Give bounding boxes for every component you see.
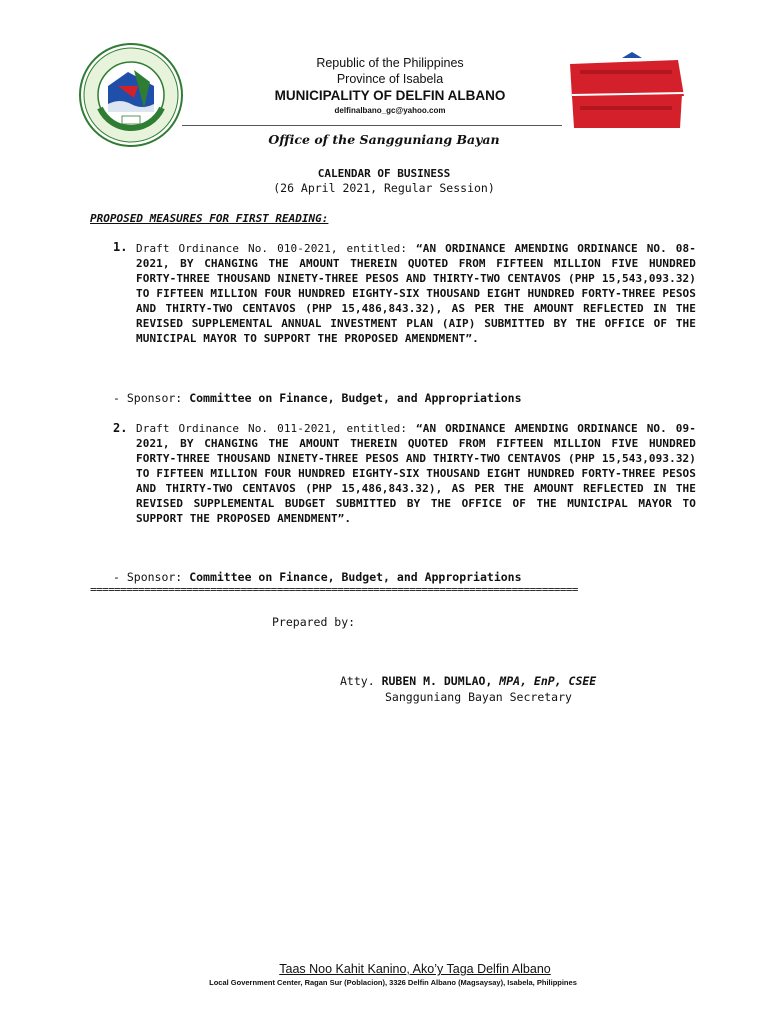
document-title: CALENDAR OF BUSINESS [317,167,451,180]
ordinance-title: “AN ORDINANCE AMENDING ORDINANCE NO. 08-2021, BY CHANGING THE AMOUNT THEREIN QUOTED FROM FIFTEEN MILLION FIVE HUNDRED FORTY-THREE THOUSAND NINETY-THREE PESOS AND THIRTY-TWO CENTAVOS (PHP 15,543,093.32) TO FIFTEEN MILLION FOUR HUNDRED EIGHTY-SIX THOUSAND EIGHT HUNDRED FORTY-THREE PESOS AND THIRTY-TWO CENTAVOS (PHP 15,486,843.32), AS PER THE AMOUNT REFLECTED IN THE REVISED SUPPLEMENTAL ANNUAL INVESTMENT PLAN (AIP) SUBMITTED BY THE OFFICE OF THE MUNICIPAL MAYOR TO SUPPORT THE PROPOSED AMENDMENT”. [136,242,696,345]
footer-address: Local Government Center, Ragan Sur (Poblacion), 3326 Delfin Albano (Magsaysay), Isabela, Philippines [209,978,577,987]
sponsor-label: - Sponsor: [113,391,183,405]
header-divider [182,125,562,126]
prepared-by-label: Prepared by: [272,615,356,629]
item-number: 2. [113,421,128,435]
header-province: Province of Isabela [336,72,444,86]
sponsor-label: - Sponsor: [113,570,183,584]
ordinance-reference: Draft Ordinance No. 010-2021, [136,242,338,255]
entitled-label: entitled: [346,242,408,255]
sponsor-committee: Committee on Finance, Budget, and Appropriations [189,570,522,584]
session-subtitle: (26 April 2021, Regular Session) [273,181,495,195]
separator-line: ================================================================================= [90,583,578,596]
signatory-prefix: Atty. [340,674,375,688]
signatory-name [340,674,596,688]
ordinance-title: “AN ORDINANCE AMENDING ORDINANCE NO. 09-2021, BY CHANGING THE AMOUNT THEREIN QUOTED FROM FIFTEEN MILLION FIVE HUNDRED FORTY-THREE THOUSAND NINETY-THREE PESOS AND THIRTY-TWO CENTAVOS (PHP 15,543,093.32) TO FIFTEEN MILLION FOUR HUNDRED EIGHTY-SIX THOUSAND EIGHT HUNDRED FORTY-THREE PESOS AND THIRTY-TWO CENTAVOS (PHP 15,486,843.32), AS PER THE AMOUNT REFLECTED IN THE REVISED SUPPLEMENTAL BUDGET SUBMITTED BY THE OFFICE OF THE MUNICIPAL MAYOR TO SUPPORT THE PROPOSED AMENDMENT”. [136,422,696,525]
signatory-credentials: MPA, EnP, CSEE [499,674,597,688]
sponsor-committee: Committee on Finance, Budget, and Appropriations [189,391,522,405]
entitled-label: entitled: [346,422,408,435]
header-municipality: MUNICIPALITY OF DELFIN ALBANO [274,88,506,103]
sponsor-line [113,391,522,405]
sponsor-line [113,570,522,584]
footer-motto: Taas Noo Kahit Kanino, Ako’y Taga Delfin Albano [279,962,551,976]
signatory-fullname: RUBEN M. DUMLAO, [381,674,493,688]
ordinance-reference: Draft Ordinance No. 011-2021, [136,422,338,435]
header-republic: Republic of the Philippines [316,56,464,70]
office-name: Office of the Sangguniang Bayan [268,132,500,147]
ordinance-paragraph [136,241,696,346]
section-heading: PROPOSED MEASURES FOR FIRST READING: [90,212,329,225]
ordinance-paragraph [136,421,696,526]
header-email: delfinalbano_gc@yahoo.com [334,106,446,115]
delfin-albano-brand-logo [566,50,688,130]
signatory-title: Sangguniang Bayan Secretary [385,690,572,704]
item-number: 1. [113,240,128,254]
